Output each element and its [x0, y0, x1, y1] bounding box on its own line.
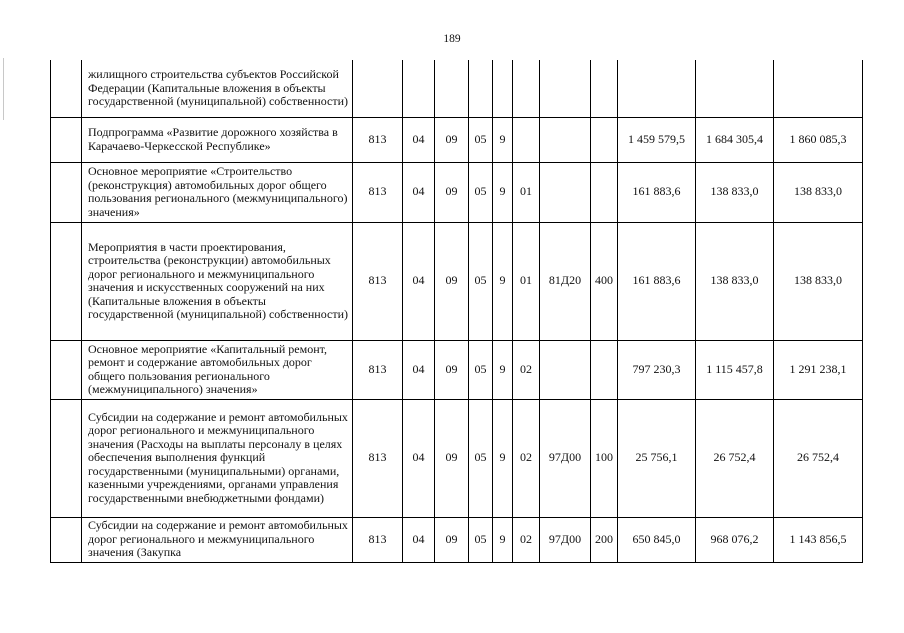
amount-year1-cell: 161 883,6: [618, 222, 696, 340]
program-code-cell: 05: [469, 162, 493, 222]
direction-code-cell: 97Д00: [540, 399, 591, 517]
program-code-cell: 05: [469, 117, 493, 162]
section-code-cell: 04: [403, 517, 435, 562]
amount-year1-cell: 797 230,3: [618, 340, 696, 399]
direction-code-cell: [540, 60, 591, 117]
subprogram-code-cell: [493, 60, 513, 117]
ministry-code-cell: 813: [353, 340, 403, 399]
subprogram-code-cell: 9: [493, 517, 513, 562]
subprogram-code-cell: 9: [493, 162, 513, 222]
expense-name-cell: Мероприятия в части проектирования, строительства (реконструкции) автомобильных дорог регионального и межмуниципального значения и искусственных сооружений на них (Капитальные вложения в объекты государственной (муниципальной) собственности): [82, 222, 353, 340]
direction-code-cell: [540, 340, 591, 399]
row-number-cell: [51, 399, 82, 517]
program-code-cell: 05: [469, 340, 493, 399]
amount-year2-cell: 26 752,4: [696, 399, 774, 517]
program-code-cell: 05: [469, 399, 493, 517]
activity-code-cell: 01: [513, 162, 540, 222]
activity-code-cell: 02: [513, 399, 540, 517]
subprogram-code-cell: 9: [493, 399, 513, 517]
expense-type-cell: [591, 117, 618, 162]
expense-name-cell: Основное мероприятие «Строительство (реконструкция) автомобильных дорог общего пользования регионального (межмуниципального) значения»: [82, 162, 353, 222]
section-code-cell: 04: [403, 222, 435, 340]
subsection-code-cell: 09: [435, 517, 469, 562]
expense-type-cell: [591, 60, 618, 117]
amount-year1-cell: 161 883,6: [618, 162, 696, 222]
amount-year2-cell: 138 833,0: [696, 162, 774, 222]
section-code-cell: 04: [403, 117, 435, 162]
expense-name-cell: Субсидии на содержание и ремонт автомобильных дорог регионального и межмуниципального значения (Закупка: [82, 517, 353, 562]
amount-year2-cell: 1 115 457,8: [696, 340, 774, 399]
expense-type-cell: [591, 162, 618, 222]
section-code-cell: 04: [403, 399, 435, 517]
section-code-cell: [403, 60, 435, 117]
row-number-cell: [51, 222, 82, 340]
amount-year2-cell: 138 833,0: [696, 222, 774, 340]
amount-year3-cell: 1 860 085,3: [774, 117, 863, 162]
section-code-cell: 04: [403, 162, 435, 222]
row-number-cell: [51, 162, 82, 222]
program-code-cell: 05: [469, 517, 493, 562]
ministry-code-cell: 813: [353, 517, 403, 562]
ministry-code-cell: 813: [353, 399, 403, 517]
activity-code-cell: 02: [513, 517, 540, 562]
subsection-code-cell: 09: [435, 117, 469, 162]
expense-type-cell: 200: [591, 517, 618, 562]
ministry-code-cell: 813: [353, 162, 403, 222]
subprogram-code-cell: 9: [493, 117, 513, 162]
row-number-cell: [51, 117, 82, 162]
ministry-code-cell: [353, 60, 403, 117]
page-number: 189: [443, 33, 461, 45]
subsection-code-cell: [435, 60, 469, 117]
table-row: [51, 222, 863, 340]
amount-year3-cell: 1 291 238,1: [774, 340, 863, 399]
subsection-code-cell: 09: [435, 340, 469, 399]
subsection-code-cell: 09: [435, 399, 469, 517]
expense-name-cell: Субсидии на содержание и ремонт автомобильных дорог регионального и межмуниципального значения (Расходы на выплаты персоналу в целях обеспечения выполнения функций государственными (муниципальными) органами, казенными учреждениями, органами управления государственными внебюджетными фондами): [82, 399, 353, 517]
section-code-cell: 04: [403, 340, 435, 399]
row-number-cell: [51, 517, 82, 562]
expense-name-cell: жилищного строительства субъектов Российской Федерации (Капитальные вложения в объекты государственной (муниципальной) собственности): [82, 60, 353, 117]
expense-name-cell: Подпрограмма «Развитие дорожного хозяйства в Карачаево-Черкесской Республике»: [82, 117, 353, 162]
subprogram-code-cell: 9: [493, 340, 513, 399]
direction-code-cell: [540, 162, 591, 222]
program-code-cell: 05: [469, 222, 493, 340]
amount-year1-cell: 1 459 579,5: [618, 117, 696, 162]
ministry-code-cell: 813: [353, 117, 403, 162]
activity-code-cell: 02: [513, 340, 540, 399]
amount-year3-cell: 1 143 856,5: [774, 517, 863, 562]
amount-year2-cell: 1 684 305,4: [696, 117, 774, 162]
table-row: [51, 162, 863, 222]
table-row: [51, 340, 863, 399]
direction-code-cell: 81Д20: [540, 222, 591, 340]
table-row: [51, 399, 863, 517]
amount-year2-cell: 968 076,2: [696, 517, 774, 562]
table-row: [51, 517, 863, 562]
amount-year3-cell: 138 833,0: [774, 222, 863, 340]
table-row: [51, 117, 863, 162]
subprogram-code-cell: 9: [493, 222, 513, 340]
expense-type-cell: 400: [591, 222, 618, 340]
table-row: [51, 60, 863, 117]
amount-year1-cell: 25 756,1: [618, 399, 696, 517]
activity-code-cell: 01: [513, 222, 540, 340]
budget-table: [50, 60, 863, 563]
scan-artifact: [3, 58, 4, 120]
amount-year3-cell: [774, 60, 863, 117]
subsection-code-cell: 09: [435, 222, 469, 340]
program-code-cell: [469, 60, 493, 117]
activity-code-cell: [513, 117, 540, 162]
amount-year3-cell: 26 752,4: [774, 399, 863, 517]
amount-year1-cell: 650 845,0: [618, 517, 696, 562]
row-number-cell: [51, 340, 82, 399]
activity-code-cell: [513, 60, 540, 117]
amount-year3-cell: 138 833,0: [774, 162, 863, 222]
direction-code-cell: 97Д00: [540, 517, 591, 562]
row-number-cell: [51, 60, 82, 117]
direction-code-cell: [540, 117, 591, 162]
expense-type-cell: 100: [591, 399, 618, 517]
expense-name-cell: Основное мероприятие «Капитальный ремонт, ремонт и содержание автомобильных дорог общего пользования регионального (межмуниципального) значения»: [82, 340, 353, 399]
amount-year1-cell: [618, 60, 696, 117]
expense-type-cell: [591, 340, 618, 399]
ministry-code-cell: 813: [353, 222, 403, 340]
subsection-code-cell: 09: [435, 162, 469, 222]
amount-year2-cell: [696, 60, 774, 117]
